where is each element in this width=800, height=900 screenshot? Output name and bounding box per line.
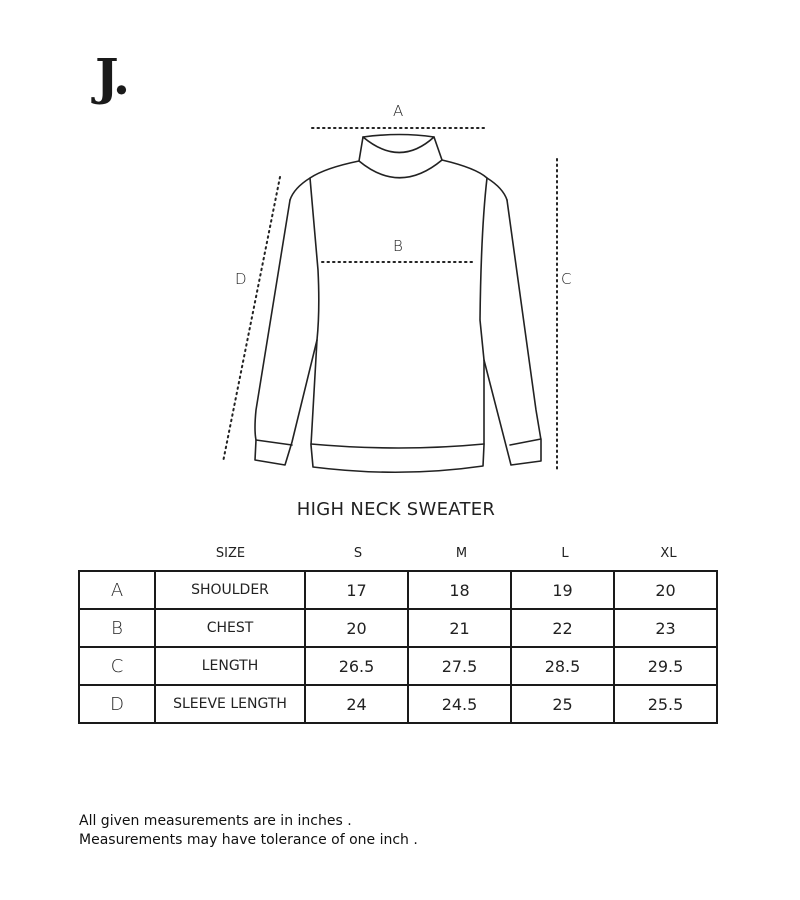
measure-name: SHOULDER bbox=[155, 571, 305, 609]
measure-value: 24 bbox=[305, 685, 408, 723]
dimension-label-a: A bbox=[393, 102, 404, 120]
measure-value: 20 bbox=[305, 609, 408, 647]
measure-code: A bbox=[79, 571, 155, 609]
size-header-s: S bbox=[353, 546, 363, 561]
table-row bbox=[79, 609, 717, 647]
size-chart-table bbox=[78, 570, 718, 724]
table-row bbox=[79, 571, 717, 609]
note-units: All given measurements are in inches . bbox=[79, 813, 352, 829]
note-tolerance: Measurements may have tolerance of one inch . bbox=[79, 832, 418, 848]
measure-value: 27.5 bbox=[408, 647, 511, 685]
table-row bbox=[79, 647, 717, 685]
measure-value: 21 bbox=[408, 609, 511, 647]
measure-name: LENGTH bbox=[155, 647, 305, 685]
table-row bbox=[79, 685, 717, 723]
measure-value: 23 bbox=[614, 609, 717, 647]
measure-value: 22 bbox=[511, 609, 614, 647]
measure-value: 24.5 bbox=[408, 685, 511, 723]
measure-value: 25 bbox=[511, 685, 614, 723]
dimension-label-d: D bbox=[235, 270, 247, 288]
brand-logo: J. bbox=[95, 47, 129, 106]
product-title: HIGH NECK SWEATER bbox=[296, 499, 496, 520]
measure-value: 19 bbox=[511, 571, 614, 609]
size-header-m: M bbox=[455, 546, 468, 561]
dimension-label-b: B bbox=[393, 237, 403, 255]
measure-value: 26.5 bbox=[305, 647, 408, 685]
measure-value: 18 bbox=[408, 571, 511, 609]
size-header-xl: XL bbox=[660, 546, 677, 561]
measure-value: 17 bbox=[305, 571, 408, 609]
measure-name: CHEST bbox=[155, 609, 305, 647]
measure-value: 20 bbox=[614, 571, 717, 609]
size-header-label: SIZE bbox=[215, 546, 246, 561]
left-sleeve-outline bbox=[255, 200, 317, 465]
dimension-label-c: C bbox=[561, 270, 572, 288]
measurement-notes bbox=[79, 812, 418, 850]
left-body-outline bbox=[310, 178, 484, 472]
measure-code: D bbox=[79, 685, 155, 723]
measure-value: 25.5 bbox=[614, 685, 717, 723]
measure-name: SLEEVE LENGTH bbox=[155, 685, 305, 723]
measure-value: 29.5 bbox=[614, 647, 717, 685]
right-shoulder-outline bbox=[442, 160, 507, 200]
size-header-l: L bbox=[561, 546, 569, 561]
measure-code: C bbox=[79, 647, 155, 685]
left-shoulder-outline bbox=[290, 161, 359, 200]
measure-code: B bbox=[79, 609, 155, 647]
measure-value: 28.5 bbox=[511, 647, 614, 685]
